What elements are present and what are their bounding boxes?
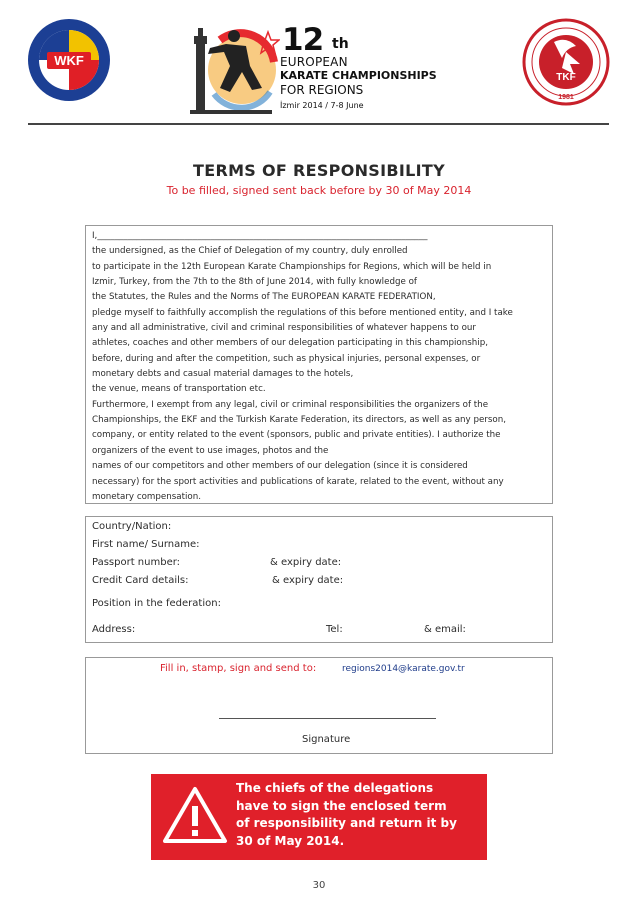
terms-line: organizers of the event to use images, photos and the (92, 445, 329, 456)
page-number: 30 (312, 880, 326, 891)
terms-line: Furthermore, I exempt from any legal, civil or criminal responsibilities the organizers of the (92, 399, 489, 410)
country-field-label[interactable]: Country/Nation: (92, 521, 172, 532)
terms-line: Izmir, Turkey, from the 7th to the 8th of June 2014, with fully knowledge of (92, 277, 417, 288)
signature-line[interactable] (219, 718, 436, 719)
event-title-line2: KARATE CHAMPIONSHIPS (280, 69, 437, 82)
terms-line: Championships, the EKF and the Turkish Karate Federation, its directors, as well as any person, (92, 415, 506, 426)
submit-instruction: Fill in, stamp, sign and send to: (160, 663, 317, 674)
terms-line: company, or entity related to the event (sponsors, public and private entities). I authorize the (92, 430, 501, 441)
credit-card-expiry-label[interactable]: & expiry date: (272, 575, 344, 586)
terms-line: names of our competitors and other members of our delegation (since it is considered (92, 461, 468, 472)
terms-line: the venue, means of transportation etc. (92, 384, 266, 395)
passport-expiry-label[interactable]: & expiry date: (270, 557, 342, 568)
tkf-logo (522, 18, 610, 106)
event-number-suffix: th (332, 36, 349, 52)
warning-triangle-icon (162, 786, 228, 844)
event-number: 12 (282, 22, 324, 58)
event-logo-figure (190, 22, 280, 118)
page-subtitle: To be filled, signed sent back before by 30 of May 2014 (166, 184, 472, 197)
terms-line: any and all administrative, civil and criminal responsibilities of whatever happens to our (92, 323, 476, 334)
terms-line: the Statutes, the Rules and the Norms of The EUROPEAN KARATE FEDERATION, (92, 292, 436, 303)
header-divider (28, 123, 609, 125)
terms-line: monetary debts and casual material damages to the hotels, (92, 369, 354, 380)
terms-line: necessary) for the sport activities and publications of karate, related to the event, without any (92, 476, 504, 487)
submit-email-link[interactable]: regions2014@karate.gov.tr (342, 664, 465, 674)
tkf-logo-text: TKF (556, 72, 576, 83)
tel-field-label[interactable]: Tel: (326, 624, 343, 635)
warning-line: of responsibility and return it by (236, 816, 457, 830)
warning-line: have to sign the enclosed term (236, 798, 447, 813)
event-date: İzmir 2014 / 7-8 June (280, 101, 364, 110)
terms-line: before, during and after the competition, such as physical injuries, personal expenses, or (92, 353, 481, 364)
warning-line: 30 of May 2014. (236, 833, 345, 848)
page-title: TERMS OF RESPONSIBILITY (193, 161, 445, 180)
terms-line: to participate in the 12th European Karate Championships for Regions, which will be held in (92, 261, 492, 272)
terms-line: the undersigned, as the Chief of Delegation of my country, duly enrolled (92, 246, 408, 257)
tkf-logo-year: 1981 (558, 94, 574, 101)
event-title-line1: EUROPEAN (280, 55, 348, 69)
terms-line: athletes, coaches and other members of our delegation participating in this championship, (92, 338, 488, 349)
event-title-line3: FOR REGIONS (280, 83, 364, 97)
position-field-label[interactable]: Position in the federation: (92, 598, 221, 609)
wkf-logo-text: WKF (54, 53, 84, 68)
name-field-label[interactable]: First name/ Surname: (92, 539, 200, 550)
terms-line: I,____________________________________________________________________________ (92, 231, 428, 241)
email-field-label[interactable]: & email: (424, 624, 466, 635)
warning-line: The chiefs of the delegations (236, 781, 434, 795)
wkf-logo (27, 18, 111, 102)
passport-field-label[interactable]: Passport number: (92, 557, 181, 568)
address-field-label[interactable]: Address: (92, 624, 136, 635)
terms-text (92, 229, 548, 505)
signature-label: Signature (302, 734, 351, 745)
warning-text (236, 780, 481, 850)
terms-line: pledge myself to faithfully accomplish the regulations of this before mentioned entity, and I take (92, 307, 513, 318)
terms-line: monetary compensation. (92, 491, 202, 502)
credit-card-field-label[interactable]: Credit Card details: (92, 575, 189, 586)
